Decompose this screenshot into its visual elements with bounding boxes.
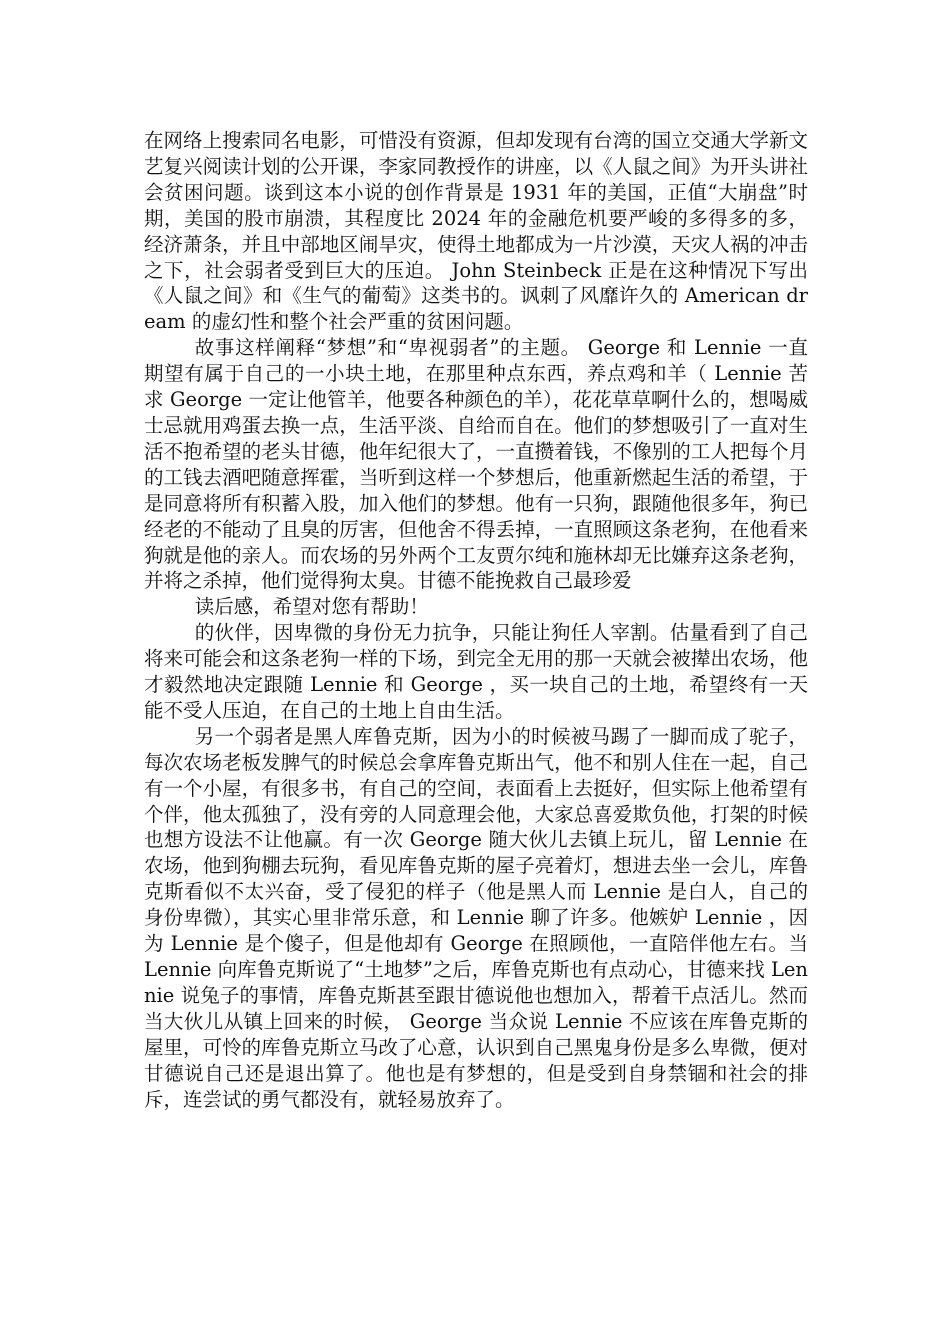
article-body <box>144 128 808 1112</box>
paragraph-dream-theme: 故事这样阐释“梦想”和“卑视弱者”的主题。 George 和 Lennie 一直期望有属于自己的一小块土地，在那里种点东西，养点鸡和羊（ Lennie 苦求 George 一定让他管羊，他要各种颜色的羊），花花草草啊什么的，想喝威士忌就用鸡蛋去换一点，生活平淡、自给而自在。他们的梦想吸引了一直对生活不抱希望的老头甘德，他年纪很大了，一直攒着钱，不像别的工人把每个月的工钱去酒吧随意挥霍，当听到这样一个梦想后，他重新燃起生活的希望，于是同意将所有积蓄入股，加入他们的梦想。他有一只狗，跟随他很多年，狗已经老的不能动了且臭的厉害，但他舍不得丢掉，一直照顾这条老狗，在他看来狗就是他的亲人。而农场的另外两个工友贾尔纯和施林却无比嫌弃这条老狗，并将之杀掉，他们觉得狗太臭。甘德不能挽救自己最珍爱 <box>144 336 808 593</box>
paragraph-crooks: 另一个弱者是黑人库鲁克斯，因为小的时候被马踢了一脚而成了驼子，每次农场老板发脾气的时候总会拿库鲁克斯出气，他不和别人住在一起，自己有一个小屋，有很多书，有自己的空间，表面看上去挺好，但实际上他希望有个伴，他太孤独了，没有旁的人同意理会他，大家总喜爱欺负他，打架的时候也想方设法不让他赢。有一次 George 随大伙儿去镇上玩儿，留 Lennie 在农场，他到狗棚去玩狗，看见库鲁克斯的屋子亮着灯，想进去坐一会儿，库鲁克斯看似不太兴奋，受了侵犯的样子（他是黑人而 Lennie 是白人，自己的身份卑微），其实心里非常乐意，和 Lennie 聊了许多。他嫉妒 Lennie ，因为 Lennie 是个傻子，但是他却有 George 在照顾他，一直陪伴他左右。当 Lennie 向库鲁克斯说了“土地梦”之后，库鲁克斯也有点动心，甘德来找 Lennie 说兔子的事情，库鲁克斯甚至跟甘德说他也想加入，帮着干点活儿。然而当大伙儿从镇上回来的时候， George 当众说 Lennie 不应该在库鲁克斯的屋里，可怜的库鲁克斯立马改了心意，认识到自己黑鬼身份是多么卑微，便对甘德说自己还是退出算了。他也是有梦想的，但是受到自身禁锢和社会的排斥，连尝试的勇气都没有，就轻易放弃了。 <box>144 724 808 1111</box>
paragraph-note: 读后感，希望对您有帮助！ <box>194 595 429 619</box>
paragraph-continuation: 的伙伴，因卑微的身份无力抗争，只能让狗任人宰割。估量看到了自己将来可能会和这条老狗一样的下场，到完全无用的那一天就会被撵出农场，他才毅然地决定跟随 Lennie 和 George ，买一块自己的土地，希望终有一天能不受人压迫，在自己的土地上自由生活。 <box>144 621 808 722</box>
paragraph-background: 在网络上搜索同名电影，可惜没有资源，但却发现有台湾的国立交通大学新文艺复兴阅读计划的公开课，李家同教授作的讲座，以《人鼠之间》为开头讲社会贫困问题。谈到这本小说的创作背景是 1931 年的美国，正值“大崩盘”时期，美国的股市崩溃，其程度比 2024 年的金融危机要严峻的多得多的多，经济萧条，并且中部地区闹旱灾，使得土地都成为一片沙漠，天灾人祸的冲击之下，社会弱者受到巨大的压迫。 John Steinbeck 正是在这种情况下写出《人鼠之间》和《生气的葡萄》这类书的。讽刺了风靡许久的 American dream 的虚幻性和整个社会严重的贫困问题。 <box>144 129 808 334</box>
